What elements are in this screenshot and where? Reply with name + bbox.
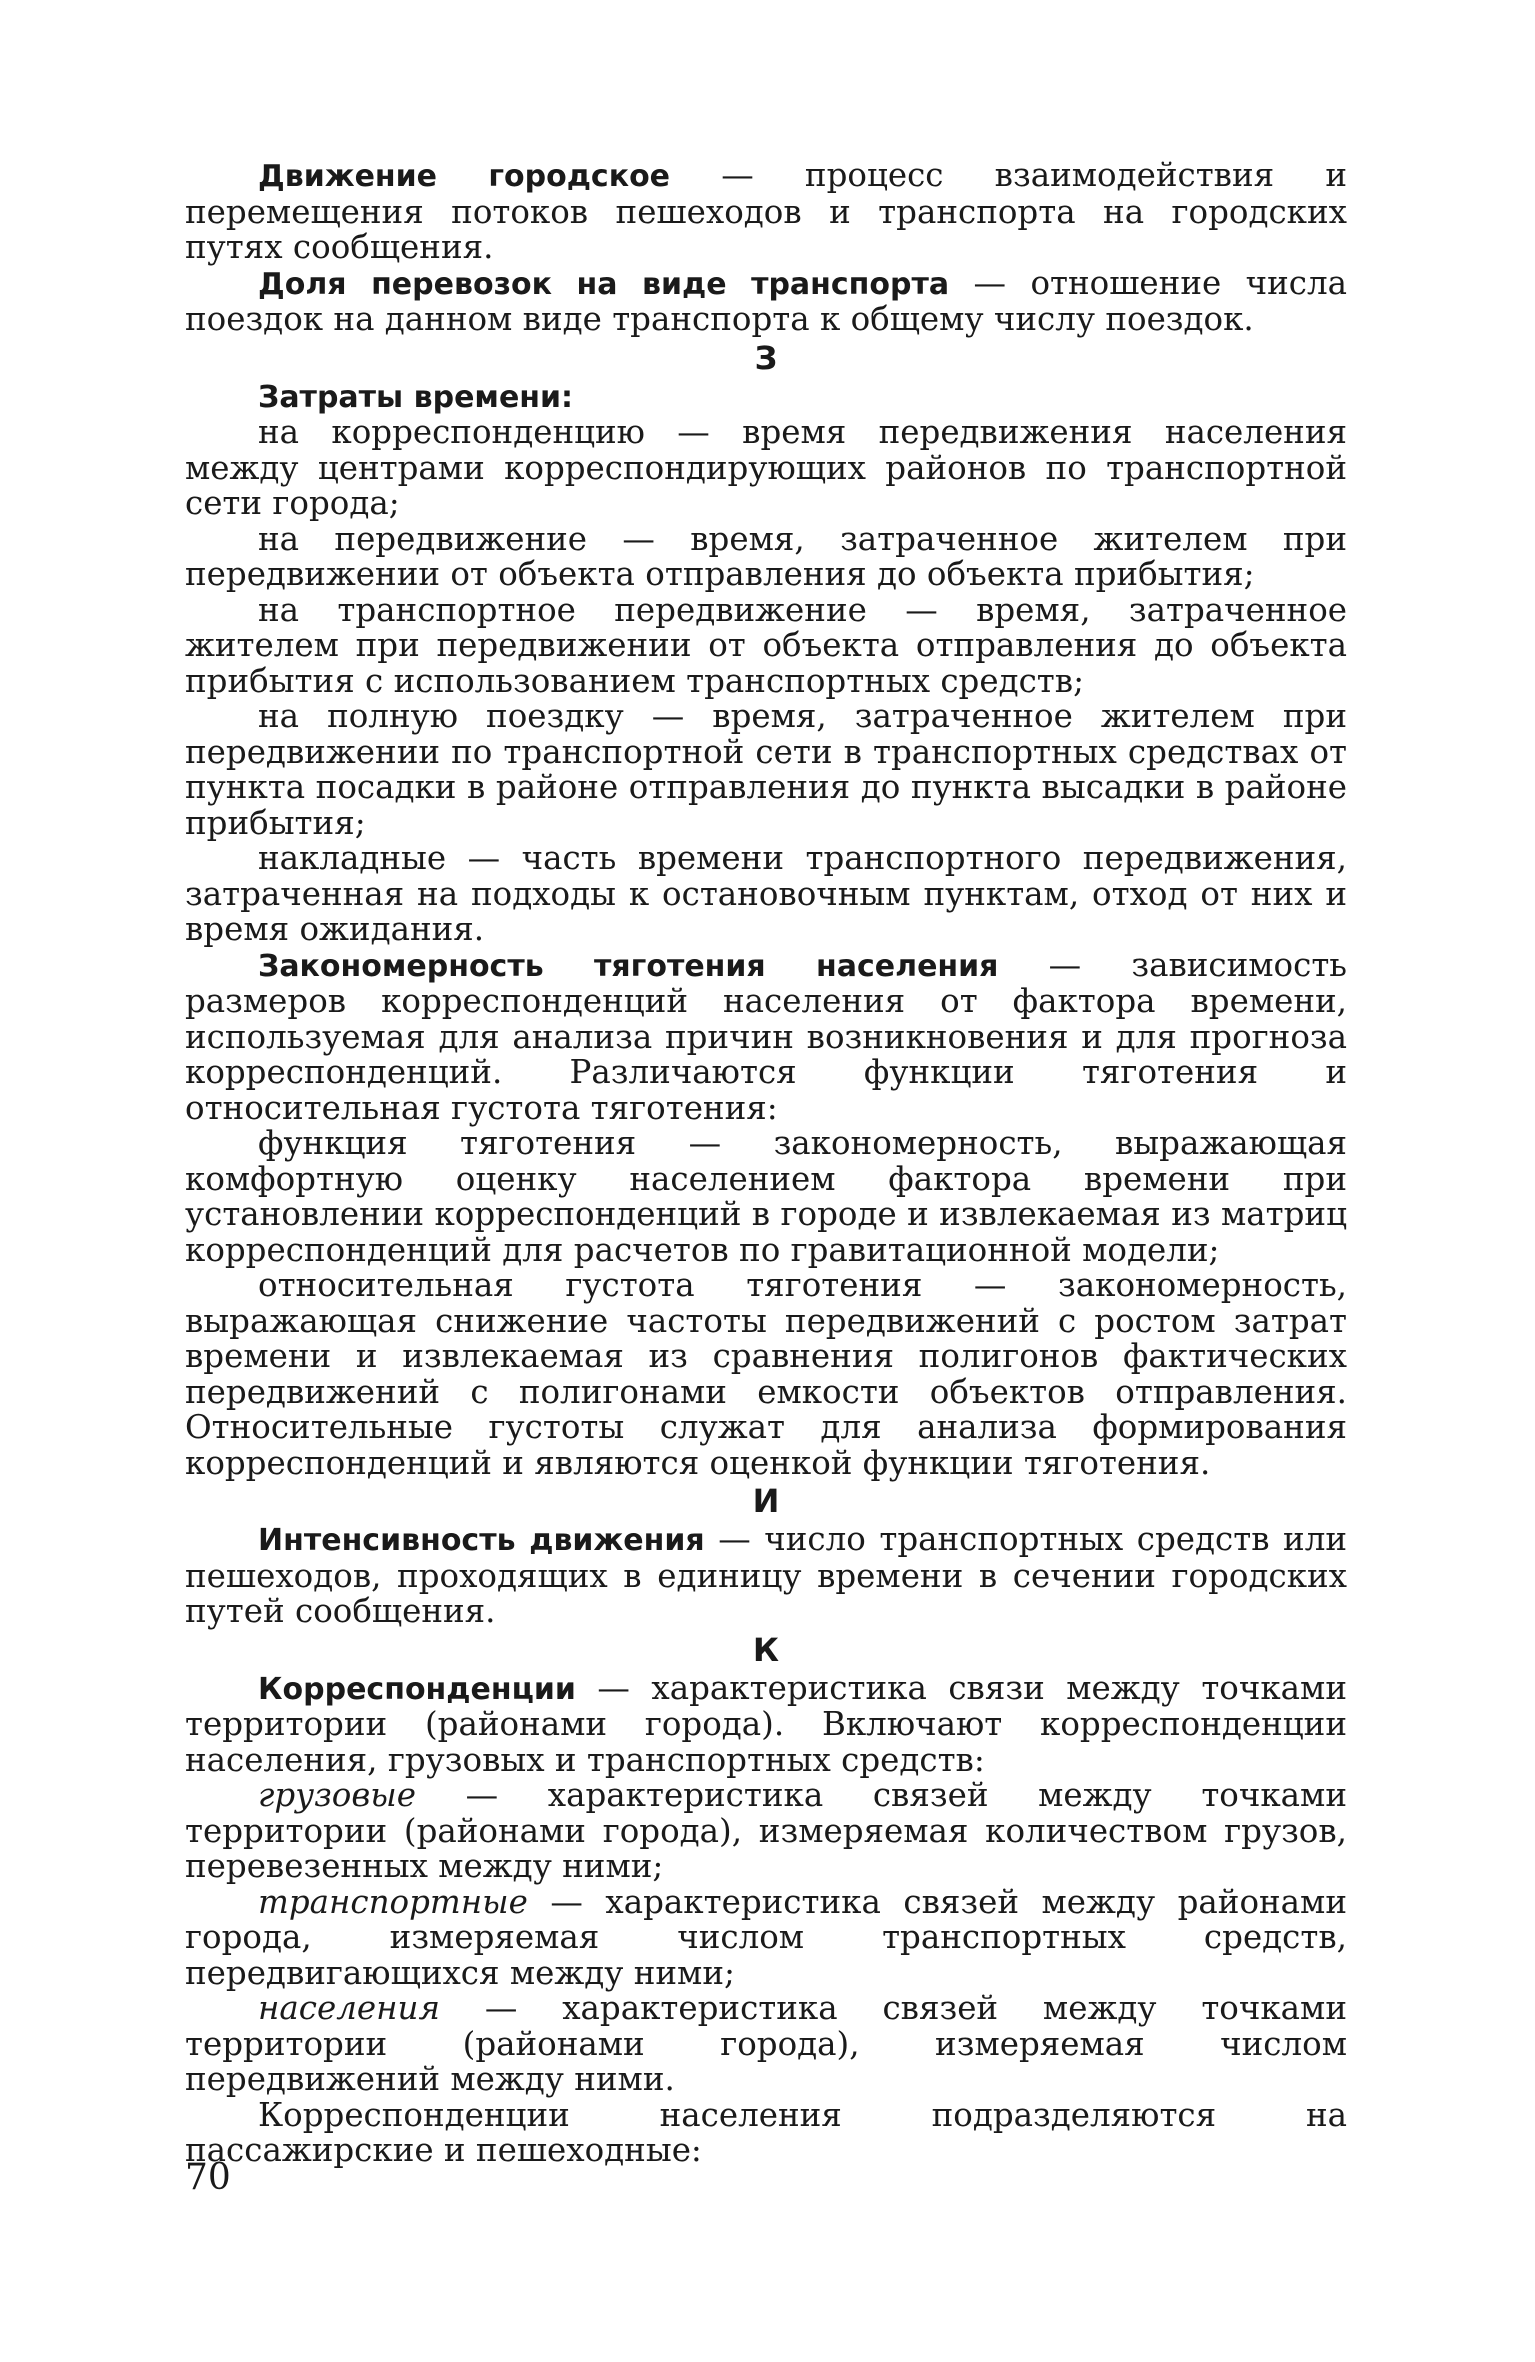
item-label: транспортные [258, 1882, 528, 1921]
term-intensivnost: Интенсивность движения [258, 1523, 705, 1558]
item-text: — характеристика связей между районами города, измеряемая числом транспортных средств, передвигающихся между ними; [185, 1882, 1347, 1992]
zatraty-item: на передвижение — время, затраченное жителем при передвижении от объекта отправления до объекта прибытия; [185, 519, 1347, 593]
section-letter-i: И [752, 1482, 780, 1520]
definition-intensivnost: — число транспортных средств или пешеходов, проходящих в единицу времени в сечении городских путей сообщения. [185, 1520, 1348, 1630]
entry-dolya [185, 263, 1347, 338]
term-korrespondencii: Корреспонденции [258, 1671, 576, 1707]
entry-zatraty [185, 379, 1347, 416]
zatraty-item: на транспортное передвижение — время, затраченное жителем при передвижении от объекта отправления до объекта прибытия с использованием транспортных средств; [185, 590, 1347, 700]
term-zatraty: Затраты времени: [258, 379, 574, 415]
zakonomernost-item: относительная густота тяготения — закономерность, выражающая снижение частоты передвижений с ростом затрат времени и извлекаемая из сравнения полигонов фактических передвижений с полигонами емкости объектов отправления. Относительные густоты служат для анализа формирования корреспонденций и являются оценкой функции тяготения. [185, 1266, 1347, 1482]
definition-zakonomernost: — зависимость размеров корреспонденций населения от фактора времени, используемая для анализа причин возникновения и для прогноза корреспонденций. Различаются функции тяготения и относительная густота тяготения: [185, 945, 1347, 1127]
zatraty-item: на полную поездку — время, затраченное жителем при передвижении по транспортной сети в транспортных средствах от пункта посадки в районе отправления до пункта высадки в районе прибытия; [185, 697, 1347, 842]
entry-dvizhenie [185, 158, 1347, 266]
item-text: — характеристика связей между точками территории (районами города), измеряемая числом передвижений между ними. [185, 1989, 1347, 2098]
term-zakonomernost: Закономерность тяготения населения [258, 948, 999, 984]
definition-korrespondencii: — характеристика связи между точками территории (районами города). Включают корреспонденции населения, грузовых и транспортных средств: [185, 1668, 1347, 1779]
document-page [185, 158, 1347, 2169]
section-letter-z: З [754, 338, 778, 377]
entry-zakonomernost [185, 945, 1347, 1127]
zatraty-item: накладные — часть времени транспортного передвижения, затраченная на подходы к остановочным пунктам, отход от них и время ожидания. [185, 839, 1347, 948]
term-dvizhenie: Движение городское [258, 159, 671, 194]
item-label: населения [258, 1989, 441, 2027]
item-label: грузовые [258, 1776, 416, 1814]
entry-intensivnost [185, 1522, 1347, 1630]
term-dolya: Доля перевозок на виде транспорта [258, 266, 950, 302]
korrespondencii-item-transportnye [185, 1882, 1347, 1992]
section-letter-k: К [752, 1630, 780, 1669]
korrespondencii-item-gruzovye [185, 1778, 1347, 1885]
entry-korrespondencii [185, 1668, 1347, 1779]
definition-dolya: — отношение числа поездок на данном виде транспорта к общему числу поездок. [185, 263, 1347, 338]
korrespondencii-closing: Корреспонденции населения подразделяются на пассажирские и пешеходные: [185, 2095, 1347, 2169]
zakonomernost-item: функция тяготения — закономерность, выражающая комфортную оценку населением фактора времени при установлении корреспонденций в городе и извлекаемая из матриц корреспонденций для расчетов по гравитационной модели; [185, 1124, 1347, 1269]
item-text: — характеристика связей между точками территории (районами города), измеряемая количеством грузов, перевезенных между ними; [185, 1776, 1347, 1885]
korrespondencii-item-naseleniya [185, 1991, 1347, 2098]
definition-dvizhenie: — процесс взаимодействия и перемещения потоков пешеходов и транспорта на городских путях сообщения. [185, 156, 1347, 266]
zatraty-item: на корреспонденцию — время передвижения населения между центрами корреспондирующих районов по транспортной сети города; [185, 413, 1347, 522]
page-number: 70 [185, 2157, 231, 2198]
